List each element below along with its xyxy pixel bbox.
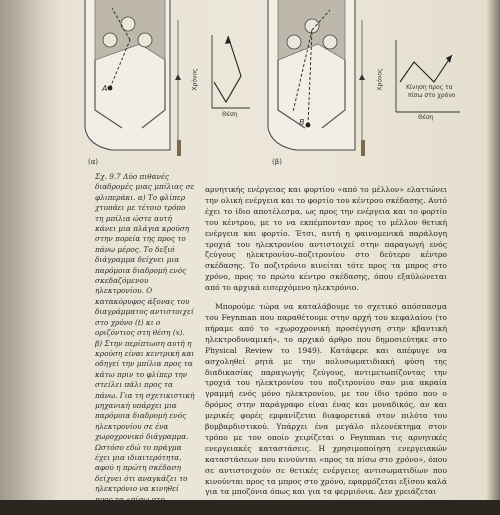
graph1-xlabel: Θέση xyxy=(222,111,238,118)
point-b-label: B xyxy=(299,118,305,127)
graph-1 xyxy=(212,35,250,108)
pinball-machine-b xyxy=(268,0,365,156)
graph2-annotation-line2: πίσω στο χρόνο xyxy=(408,92,455,99)
graph1-ylabel: Χρόνος xyxy=(192,68,199,90)
graph2-xlabel: Θέση xyxy=(418,114,434,121)
body-paragraph-2: Μπορούμε τώρα να καταλάβουμε το σχετικό απόσπασμα του Feynman που παραθέτουμε στην αρχή του κεφαλαίου (το πήραμε από το «χωροχρονική προσέγγιση στην κβαντική ηλεκτροδυναμική», το αρχικό άρθρο που δημοσιεύτηκε στο Physical Review το 1949). Κατάφερε και απέφυγε να ασχοληθεί ρητά με την πολυσωματιδιακή φύση της διαδικασίας παραγωγής ζεύγους, αντιμετωπίζοντας την τροχιά του ηλεκτρονίου του ποζιτρονίου σαν μια ακραία γραμμή ενός μόνο ηλεκτρονίου, με τον ίδιο τρόπο που ο δρόμος στην παράγραφο είναι ένας και μοναδικός, αν και μερικές φορές εμφανίζεται διαφορετικά στον πιλότο του βομβαρδιστικού. Υπάρχει ένα μεγάλο πλεονέκτημα στον τρόπο με τον οποίο χειρίζεται ο Feynman τις αρνητικές ενεργειακές καταστάσεις. Η χρησιμοποίηση ενεργειακών καταστάσεων που κινούνται «προς τα πίσω στο χρόνο», όπου σε αντιστοιχούν σε θετικές ενέργειες αντισωματιδίων που κινούνται προς τα μπρος στο χρόνο, εφαρμόζεται εξίσου καλά για τα μποζόνια όπως και για τα φερμιόνια. Δεν χρειάζεται xyxy=(205,302,447,498)
pinball-machine-a xyxy=(85,0,181,156)
panel-a-label: (α) xyxy=(88,158,98,166)
page-edge-shadow xyxy=(486,0,500,500)
body-paragraph-1: αρνητικής ενέργειας και φορτίου «από το μέλλον» ελαττώνει την ολική ενέργεια και το φορτίο του κέντρου σκέδασης. Αυτό έχει το ίδιο αποτέλεσμα, ως προς την ενέργεια και το φορτίο του κέντρου, με το να εκπέμπονταν προς το μέλλον θετική ενέργεια και φορτίο. Έτσι, αυτή η φαινομενικά παράλογη τροχιά του ηλεκτρονίου αντιστοιχεί στην παραγωγή ενός ζεύγους ηλεκτρονίου–ποζιτρονίου στο δεύτερο κέντρο σκέδασης. Το ποζιτρόνιο κινείται τότε προς τα μπρος στο χρόνο, προς το πρώτο κέντρο σκέδασης, όπου εξαϋλώνεται από το αρχικά εισερχόμενο ηλεκτρόνιο. xyxy=(205,185,447,294)
panel-b-label: (β) xyxy=(272,158,282,166)
graph-2 xyxy=(396,40,460,112)
body-text xyxy=(205,185,447,498)
figure-caption xyxy=(95,172,195,515)
point-a-label: A xyxy=(102,84,107,93)
graph2-annotation-line1: Κίνηση προς τα xyxy=(406,84,453,91)
graph2-ylabel: Χρόνος xyxy=(377,68,384,90)
caption-paragraph-a: Σχ. 9.7 Δύο πιθανές διαδρομές μιας μπίλιας σε φλιπεράκι. α) Το φλίπερ χτυπάει με τέτοιο τρόπο τη μπίλια ώστε αυτή κάνει μια πλάγια κρούση στην πορεία της προς το πάνω μέρος. Το δεξιό διάγραμμα δείχνει μια παρόμοια διαδρομή ενός σκεδαζόμενου ηλεκτρονίου. Ο κατακόρυφος άξονας του διαγράμματος αντιστοιχεί στο χρόνο (t) κι ο οριζόντιος στη θέση (x). xyxy=(95,172,195,339)
caption-paragraph-b: β) Στην περίπτωση αυτή η κρούση είναι κεντρική και οδηγεί την μπίλια προς τα κάτω πριν το φλίπερ την στείλει πάλι προς τα πάνω. Για τη σχετικιστική μηχανική υπάρχει μια παρόμοια διαδρομή ενός ηλεκτρονίου σε ένα χωροχρονικό διάγραμμα. Ωστόσο εδώ το πράγμα έχει μια ιδιαιτερότητα, αφού η πρώτη σκέδαση δείχνει ότι αναγκάζει το ηλεκτρόνιο να κινηθεί προς τα «πίσω στο χρόνο». xyxy=(95,339,195,515)
